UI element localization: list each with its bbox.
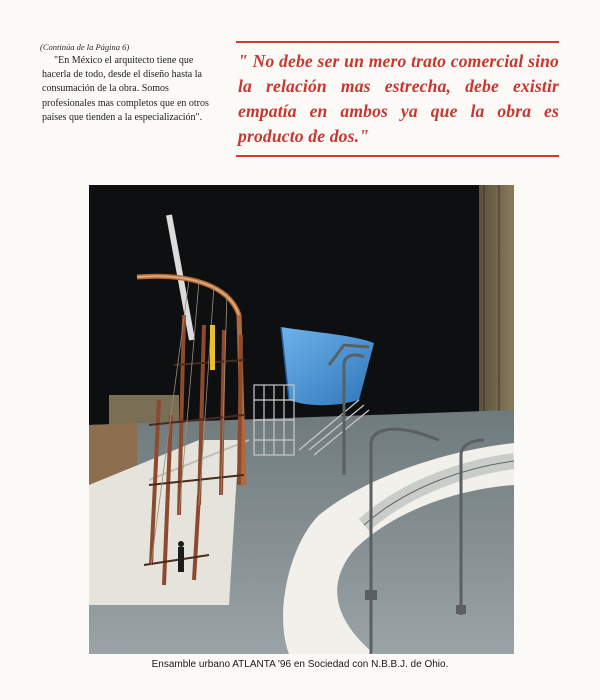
- article-body-text: "En México el arquitecto tiene que hacerla de todo, desde el diseño hasta la consumación de la obra. Somos profesionales mas completos que en otros países que tienden a la especialización".: [42, 55, 209, 123]
- pull-quote: [236, 41, 559, 157]
- architectural-model-photo: [89, 185, 514, 654]
- photo-caption: Ensamble urbano ATLANTA '96 en Sociedad con N.B.B.J. de Ohio.: [151, 659, 449, 670]
- model-illustration: [89, 185, 514, 654]
- continued-note: (Continúa de la Página 6): [40, 42, 130, 52]
- pull-quote-text: " No debe ser un mero trato comercial sino la relación mas estrecha, debe existir empatía en ambos ya que la obra es producto de dos.": [238, 51, 559, 146]
